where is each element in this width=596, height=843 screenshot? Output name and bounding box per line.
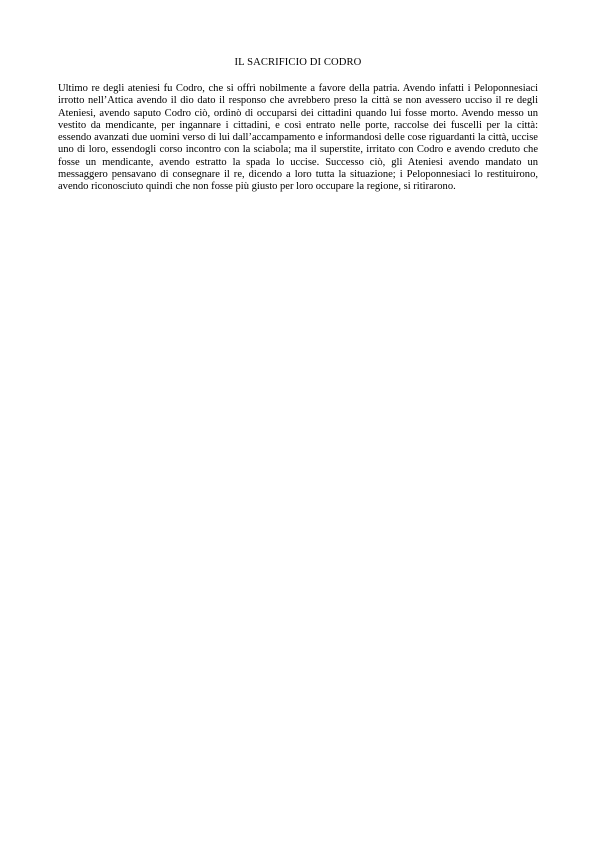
document-title: IL SACRIFICIO DI CODRO (234, 57, 362, 68)
document-paragraph: Ultimo re degli ateniesi fu Codro, che si offrì nobilmente a favore della patria. Avendo infatti i Peloponnesiaci irrotto nell’Attica avendo il dio dato il responso che avrebbero preso la città se non avessero ucciso il re degli Ateniesi, avendo saputo Codro ciò, ordinò di occuparsi dei cittadini quando lui fosse morto. Avendo messo un vestito da mendicante, per ingannare i cittadini, e così entrato nelle porte, raccolse dei fuscelli per la città: essendo avanzati due uomini verso di lui dall’accampamento e informandosi delle cose riguardanti la città, uccise uno di loro, essendogli corso incontro con la sciabola; ma il superstite, irritato con Codro e avendo creduto che fosse un mendicante, avendo estratto la spada lo uccise. Successo ciò, gli Ateniesi avendo mandato un messaggero pensavano di consegnare il re, dicendo a loro tutta la situazione; i Peloponnesiaci lo restituirono, avendo riconosciuto quindi che non fosse più giusto per loro occupare la regione, si ritirarono. (58, 83, 538, 193)
